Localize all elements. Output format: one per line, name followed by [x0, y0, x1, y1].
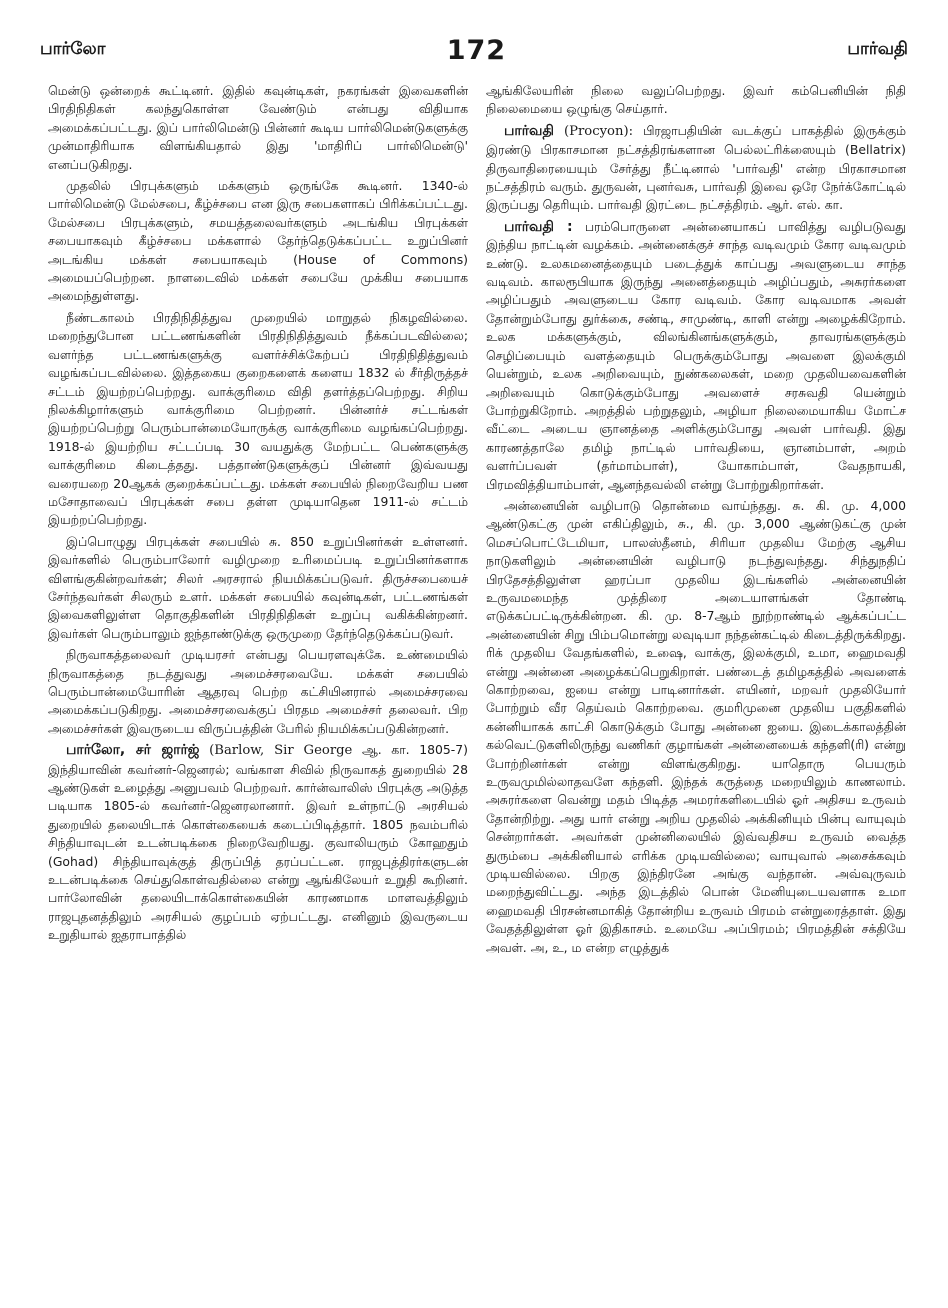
barlow-entry-title: பார்லோ, சர் ஜார்ஜ் [66, 742, 200, 759]
barlow-entry [48, 741, 468, 944]
barlow-continuation: ஆங்கிலேயரின் நிலை வலுப்பெற்றது. இவர் கம்பெனியின் நிதி நிலைமையை ஒழுங்கு செய்தார். [486, 83, 906, 117]
parvati-entry-text: பரம்பொருளை அன்னையாகப் பாவித்து வழிபடுவது இந்திய நாட்டின் வழக்கம். அன்னைக்குச் சாந்த வடிவமும் கோர வடிவமும் உண்டு. உலகமனைத்தையும் படைத்துக் காப்பது அவளுடைய சாந்த வடிவம். காலரூபியாக இருந்து அனைத்தையும் அழிப்பதும், அசுரர்களை அழிப்பதும் அவளுடைய கோர வடிவம். கோர வடிவமாக அவள் தோன்றும்போது துர்க்கை, சண்டி, சாமுண்டி, காளி என்று அழைக்கிறோம். உலக மக்களுக்கும், விலங்கினங்களுக்கும், தாவரங்களுக்கும் செழிப்பையும் வளத்தையும் பெருக்கும்போது அவளை இலக்குமி யென்றும், உலக அறிவையும், நுண்கலைகள், மறை முதலியவைகளின் அறிவையும் கொடுக்கும்போது அவளைச் சரசுவதி யென்றும் போற்றுகிறோம். அறத்தில் பற்றுதலும், அழியா நிலைமையாகிய மோட்ச வீட்டை அடைய ஞானத்தை அளிக்கும்போது அவள் பார்வதி. இது காரணத்தாலே தமிழ் நாட்டில் பார்வதியை, ஞானம்பாள், அறம் வளர்ப்பவள் (தர்மாம்பாள்), யோகாம்பாள், வேதநாயகி, பிரமவித்தியாம்பாள், ஆனந்தவல்லி என்று போற்றுகிறார்கள். [486, 218, 906, 492]
barlow-entry-text: ஆ. கா. 1805-7) இந்தியாவின் கவர்னர்-ஜெனரல்; வங்காள சிவில் நிருவாகத் துறையில் 28 ஆண்டுகள் உழைத்து அனுபவம் பெற்றவர். கார்ன்வாலிஸ் பிரபுக்கு அடுத்த படியாக 1805-ல் கவர்னர்-ஜெனரலானார். இவர் உள்நாட்டு அரசியல் துறையில் தலையிடாக் கொள்கையைக் கடைப்பிடித்தார். 1805 நவம்பரில் சிந்தியாவுடன் உடன்படிக்கை நிறைவேறியது. குவாலியரும் கோஹதும் (Gohad) சிந்தியாவுக்குத் திருப்பித் தரப்பட்டன. ராஜபுத்திரர்களுடன் உடன்படிக்கை செய்துகொள்வதில்லை என்று ஆங்கிலேயர் உறுதி கூறினர். பார்லோவின் தலையிடாக்கொள்கையின் காரணமாக மாளவத்திலும் ராஜபுதனத்திலும் அரசியல் குழப்பம் ஏற்பட்டது. எனினும் இவருடைய உறுதியால் ஐதராபாத்தில் [48, 742, 468, 943]
running-head-right: பார்வதி [847, 39, 908, 59]
parliament-paragraph-3: நீண்டகாலம் பிரதிநிதித்துவ முறையில் மாறுதல் நிகழவில்லை. மறைந்துபோன பட்டணங்களின் பிரதிநிதித்துவம் நீக்கப்படவில்லை; வளர்ந்த பட்டணங்களுக்கு வளர்ச்சிக்கேற்பப் பிரதிநிதித்துவம் வழங்கப்படவில்லை. இத்தகைய குறைகளைக் களைய 1832 ல் சீர்திருத்தச் சட்டம் இயற்றப்பெற்றது. வாக்குரிமை விதி தளர்த்தப்பெற்றது. சிறிய நிலக்கிழார்களும் வாக்குரிமை பெற்றனர். பின்னர்ச் சட்டங்கள் இயற்றப்பெற்று பெரும்பான்மையோருக்கு வாக்குரிமை வழங்கப்பெற்றது. 1918-ல் இயற்றிய சட்டப்படி 30 வயதுக்கு மேற்பட்ட பெண்களுக்கு வாக்குரிமை கிடைத்தது. பத்தாண்டுகளுக்குப் பின்னர் இவ்வயது வரையறை 20ஆகக் குறைக்கப்பட்டது. மக்கள் சபையில் நிறைவேறிய பண மசோதாவைப் பிரபுக்கள் சபை தள்ள முடியாதென 1911-ல் சட்டம் இயற்றப்பெற்றது. [48, 309, 468, 528]
procyon-entry-title: பார்வதி [504, 122, 554, 139]
parvati-entry [486, 218, 906, 494]
parliament-paragraph-1: மென்டு ஒன்றைக் கூட்டினர். இதில் கவுன்டிகள், நகரங்கள் இவைகளின் பிரதிநிதிகள் கலந்துகொள்ள வேண்டும் என்பது விதியாக அமைக்கப்பட்டது. இப் பார்லிமென்டு பின்னர் கூடிய பார்லிமென்டுகளுக்கு முன்மாதிரியாக விளங்கியதால் இது 'மாதிரிப் பார்லிமென்டு' எனப்படுகிறது. [48, 83, 468, 172]
text-columns [48, 82, 906, 1282]
running-head-left: பார்லோ [40, 39, 106, 59]
parliament-paragraph-2: முதலில் பிரபுக்களும் மக்களும் ஒருங்கே கூடினர். 1340-ல் பார்லிமென்டு மேல்சபை, கீழ்ச்சபை என இரு சபைகளாகப் பிரிக்கப்பட்டது. மேல்சபை பிரபுக்களும், சமயத்தலைவர்களும் அடங்கிய பிரபுக்கள் சபையாகவும் கீழ்ச்சபை மக்களால் தேர்ந்தெடுக்கப்பட்ட உறுப்பினர் அடங்கிய மக்கள் சபையாகவும் (House of Commons) அமையப்பெற்றன. நாளடைவில் மக்கள் சபையே முக்கிய சபையாக அமைந்துள்ளது. [48, 178, 468, 304]
procyon-entry [486, 122, 906, 215]
barlow-entry-latin: (Barlow, Sir George [209, 743, 353, 759]
parvati-entry-title: பார்வதி : [504, 218, 573, 235]
page-number: 172 [446, 34, 507, 66]
parliament-paragraph-5: நிருவாகத்தலைவர் முடியரசர் என்பது பெயரளவுக்கே. உண்மையில் நிருவாகத்தை நடத்துவது அமைச்சரவையே. மக்கள் சபையில் பெரும்பான்மையோரின் ஆதரவு பெற்ற கட்சியினரால் அமைச்சரவை அமைக்கப்படுகிறது. அமைச்சரவைக்குப் பிரதம அமைச்சர் தலைவர். பிற அமைச்சர்கள் இவருடைய விருப்பத்தின் பேரில் நியமிக்கப்படுகின்றனர். [48, 647, 468, 736]
left-column [48, 82, 468, 1282]
parvati-paragraph-2: அன்னையின் வழிபாடு தொன்மை வாய்ந்தது. சு. கி. மு. 4,000 ஆண்டுகட்கு முன் எகிப்திலும், சு., கி. மு. 3,000 ஆண்டுகட்கு முன் மெசப்பொட்டேமியா, பாலஸ்தீனம், சிரியா முதலிய மேற்கு ஆசிய நாடுகளிலும் அன்னையின் வழிபாடு நடந்துவந்தது. சிந்துநதிப் பிரதேசத்திலுள்ள ஹரப்பா முதலிய இடங்களில் அன்னையின் உருவமமைந்த முத்திரை அடையாளங்கள் தோண்டி எடுக்கப்பட்டிருக்கின்றன. கி. மு. 8-7ஆம் நூற்றாண்டில் ஆக்கப்பட்ட அன்னையின் சிறு பிம்பமொன்று லவுடியா நந்தன்கட்டில் கிடைத்திருக்கிறது. ரிக் முதலிய வேதங்களில், உஷை, வாக்கு, இலக்குமி, உமா, ஹைமவதி என்று அன்னை அழைக்கப்பெறுகிறாள். பண்டைத் தமிழகத்தில் அவளைக் கொற்றவை, ஐயை என்று பாடினார்கள். எயினர், மறவர் முதலியோர் போற்றும் வீர தெய்வம் கொற்றவை. குமரிமுனை முதலிய பகுதிகளில் கன்னியாகக் காட்சி கொடுக்கும் போது அன்னை ஐயை. இடைக்காலத்தின் கல்வெட்டுகளிலிருந்து வணிகர் குழாங்கள் அன்னையைக் கந்தளி(ரி) என்று போற்றினர்கள் என்று விளங்குகிறது. யாதொரு பெயரும் உருவமுமில்லாதவளே கந்தளி. இந்தக் கருத்தை மறையிலும் காணலாம். அசுரர்களை வென்று மதம் பிடித்த அமரர்களிடையில் ஓர் அதிசய உருவம் தோன்றிற்று. அது யார் என்று அறிய முதலில் அக்கினியும் பின்பு வாயுவும் சென்றார்கள். அவர்கள் முன்னிலையில் இவ்வதிசய உருவம் வைத்த துரும்பை அக்கினியால் எரிக்க முடியவில்லை; வாயுவால் அசைக்கவும் முடியவில்லை. பிறகு இந்திரனே அங்கு வந்தான். அவ்வுருவம் மறைந்துவிட்டது. அந்த இடத்தில் பொன் மேனியுடையவளாக உமா ஹைமவதி பிரசன்னமாகித் தோன்றிய உருவம் பிரமம் என்றுரைத்தாள். இது வேதத்திலுள்ள ஓர் இதிகாசம். உமையே அப்பிரமம்; பிரமத்தின் சக்தியே அவள். அ, உ, ம என்ற எழுத்துக் [486, 497, 906, 955]
procyon-entry-latin: (Procyon): [563, 123, 634, 139]
right-column [486, 82, 906, 1282]
page-header [40, 30, 908, 70]
parliament-paragraph-4: இப்பொழுது பிரபுக்கள் சபையில் சு. 850 உறுப்பினர்கள் உள்ளனர். இவர்களில் பெரும்பாலோர் வழிமுறை உரிமைப்படி உறுப்பினர்களாக விளங்குகின்றவர்கள்; சிலர் அரசரால் நியமிக்கப்படுவர். திருச்சபையைச் சேர்ந்தவர்கள் சிலரும் உளர். மக்கள் சபையில் கவுன்டிகள், பட்டணங்கள் இவைகளிலுள்ள தொகுதிகளின் பிரதிநிதிகள் உறுப்பு வகிக்கின்றனர். இவர்கள் பெரும்பாலும் ஐந்தாண்டுக்கு ஒருமுறை தேர்ந்தெடுக்கப்படுவர். [48, 533, 468, 641]
procyon-entry-text: பிரஜாபதியின் வடக்குப் பாகத்தில் இருக்கும் இரண்டு பிரகாசமான நட்சத்திரங்களான பெல்லட்ரிக்ஸையும் (Bellatrix) திருவாதிரையையும் சேர்த்து நீட்டினால் 'பார்வதி' என்ற பிரகாசமான நட்சத்திரம் வரும். துருவன், புனர்வசு, பார்வதி இவை ஒரே நேர்க்கோட்டில் இருப்பது தெரியும். பார்வதி இரட்டை நட்சத்திரம். ஆர். எல். கா. [486, 122, 906, 213]
